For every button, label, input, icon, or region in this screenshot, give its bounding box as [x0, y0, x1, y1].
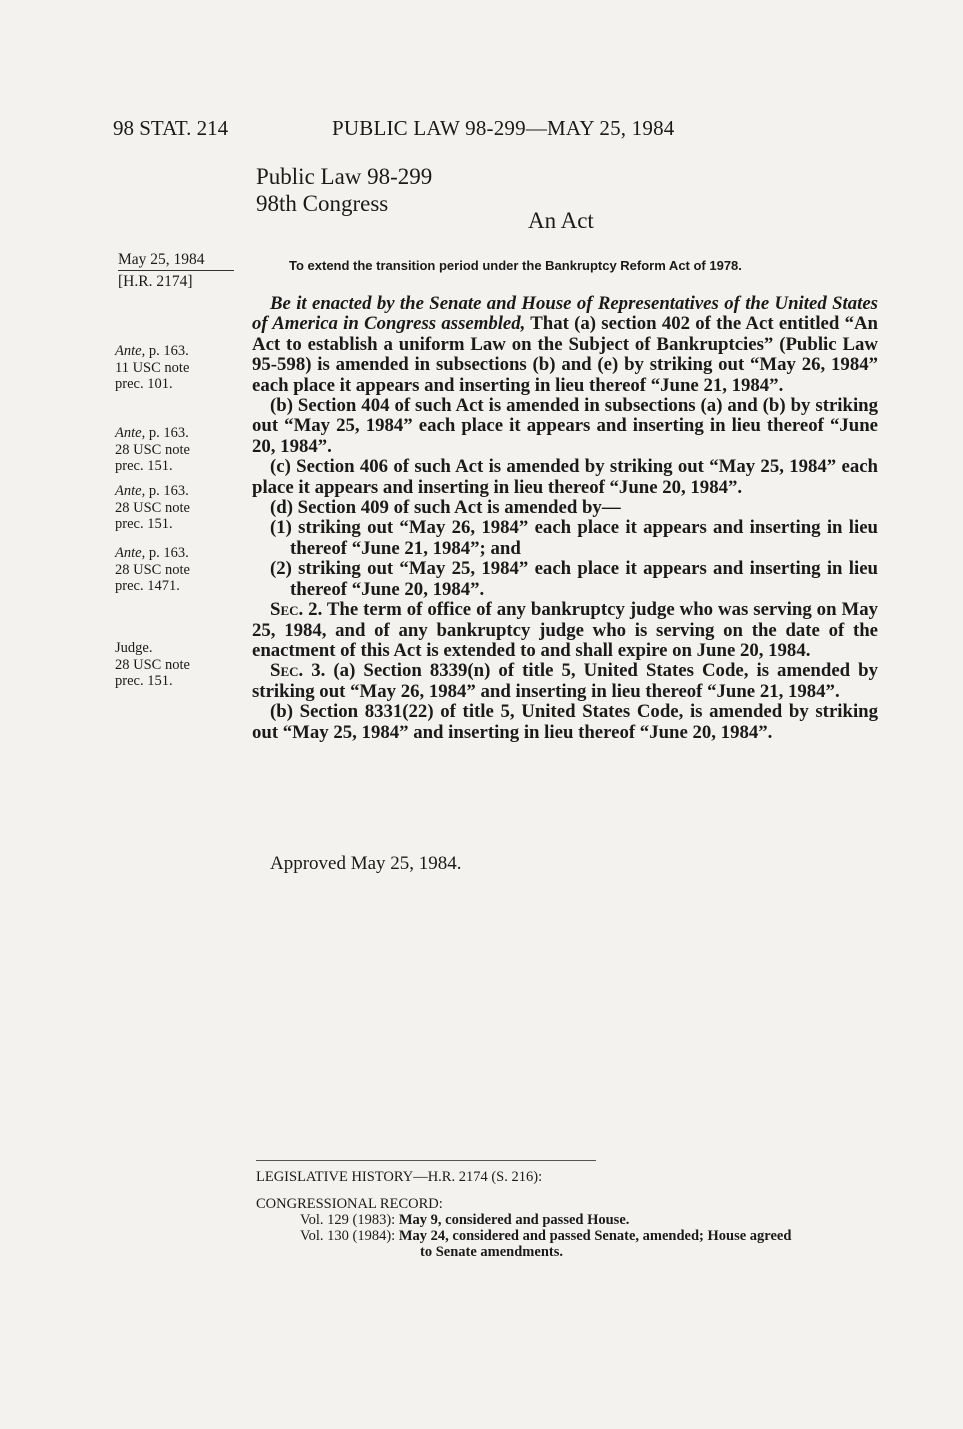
margin-note: Ante, p. 163. 28 USC note prec. 1471.	[115, 545, 190, 594]
act-body	[252, 294, 878, 743]
congressional-record-label: CONGRESSIONAL RECORD:	[256, 1196, 443, 1212]
act-purpose: To extend the transition period under the Bankruptcy Reform Act of 1978.	[289, 258, 742, 273]
margin-note: Ante, p. 163. 11 USC note prec. 101.	[115, 343, 190, 392]
record-volume-130: Vol. 130 (1984): May 24, considered and passed Senate, amended; House agreed	[300, 1228, 792, 1244]
margin-bill: [H.R. 2174]	[118, 273, 193, 290]
margin-date-block	[118, 251, 234, 291]
approval-line: Approved May 25, 1984.	[270, 853, 462, 874]
enacting-clause: Be it enacted by the Senate and House of Representatives of the United States of America in Congress assembled,	[252, 293, 878, 335]
section-2-label: Sec. 2.	[270, 599, 323, 621]
section-1c: (c) Section 406 of such Act is amended by striking out “May 25, 1984” each place it appears and inserting in lieu thereof “June 20, 1984”.	[252, 456, 878, 498]
running-header: PUBLIC LAW 98-299—MAY 25, 1984	[332, 116, 675, 140]
legislative-history-rule	[256, 1160, 596, 1161]
section-3b: (b) Section 8331(22) of title 5, United States Code, is amended by striking out “May 25, 1984” and inserting in lieu thereof “June 20, 1984”.	[252, 701, 878, 743]
section-3a: Sec. 3. (a) Section 8339(n) of title 5, United States Code, is amended by striking out “May 26, 1984” and inserting in lieu thereof “June 21, 1984”.	[252, 660, 878, 702]
margin-note: Judge. 28 USC note prec. 151.	[115, 640, 190, 689]
record-volume-130-continued: to Senate amendments.	[420, 1244, 563, 1260]
stat-page-number: 98 STAT. 214	[113, 116, 229, 140]
margin-date: May 25, 1984	[118, 251, 205, 268]
congress-number: 98th Congress	[256, 191, 389, 216]
section-1b: (b) Section 404 of such Act is amended in subsections (a) and (b) by striking out “May 25, 1984” each place it appears and inserting in lieu thereof “June 20, 1984”.	[252, 395, 878, 457]
legislative-history-title: LEGISLATIVE HISTORY—H.R. 2174 (S. 216):	[256, 1169, 543, 1185]
public-law-number: Public Law 98-299	[256, 164, 433, 189]
margin-rule	[118, 270, 234, 271]
section-2: Sec. 2. The term of office of any bankruptcy judge who was serving on May 25, 1984, and of any bankruptcy judge who is serving on the date of the enactment of this Act is extended to and shall expire on June 20, 1984.	[252, 599, 878, 661]
law-title-block	[256, 163, 432, 217]
section-1d-item-1: (1) striking out “May 26, 1984” each place it appears and inserting in lieu thereof “June 21, 1984”; and	[270, 517, 878, 559]
section-3-label: Sec. 3.	[270, 660, 326, 682]
record-volume-129: Vol. 129 (1983): May 9, considered and passed House.	[300, 1212, 630, 1228]
margin-note: Ante, p. 163. 28 USC note prec. 151.	[115, 483, 190, 532]
section-1d: (d) Section 409 of such Act is amended by—	[270, 497, 621, 519]
act-heading: An Act	[528, 208, 594, 233]
section-1a: Be it enacted by the Senate and House of Representatives of the United States of America in Congress assembled, That (a) section 402 of the Act entitled “An Act to establish a uniform Law on the Subject of Bankruptcies” (Public Law 95-598) is amended in subsections (b) and (e) by striking out “May 26, 1984” each place it appears and inserting in lieu thereof “June 21, 1984”.	[252, 293, 878, 396]
section-1d-item-2: (2) striking out “May 25, 1984” each place it appears and inserting in lieu thereof “June 20, 1984”.	[270, 558, 878, 600]
margin-note: Ante, p. 163. 28 USC note prec. 151.	[115, 425, 190, 474]
